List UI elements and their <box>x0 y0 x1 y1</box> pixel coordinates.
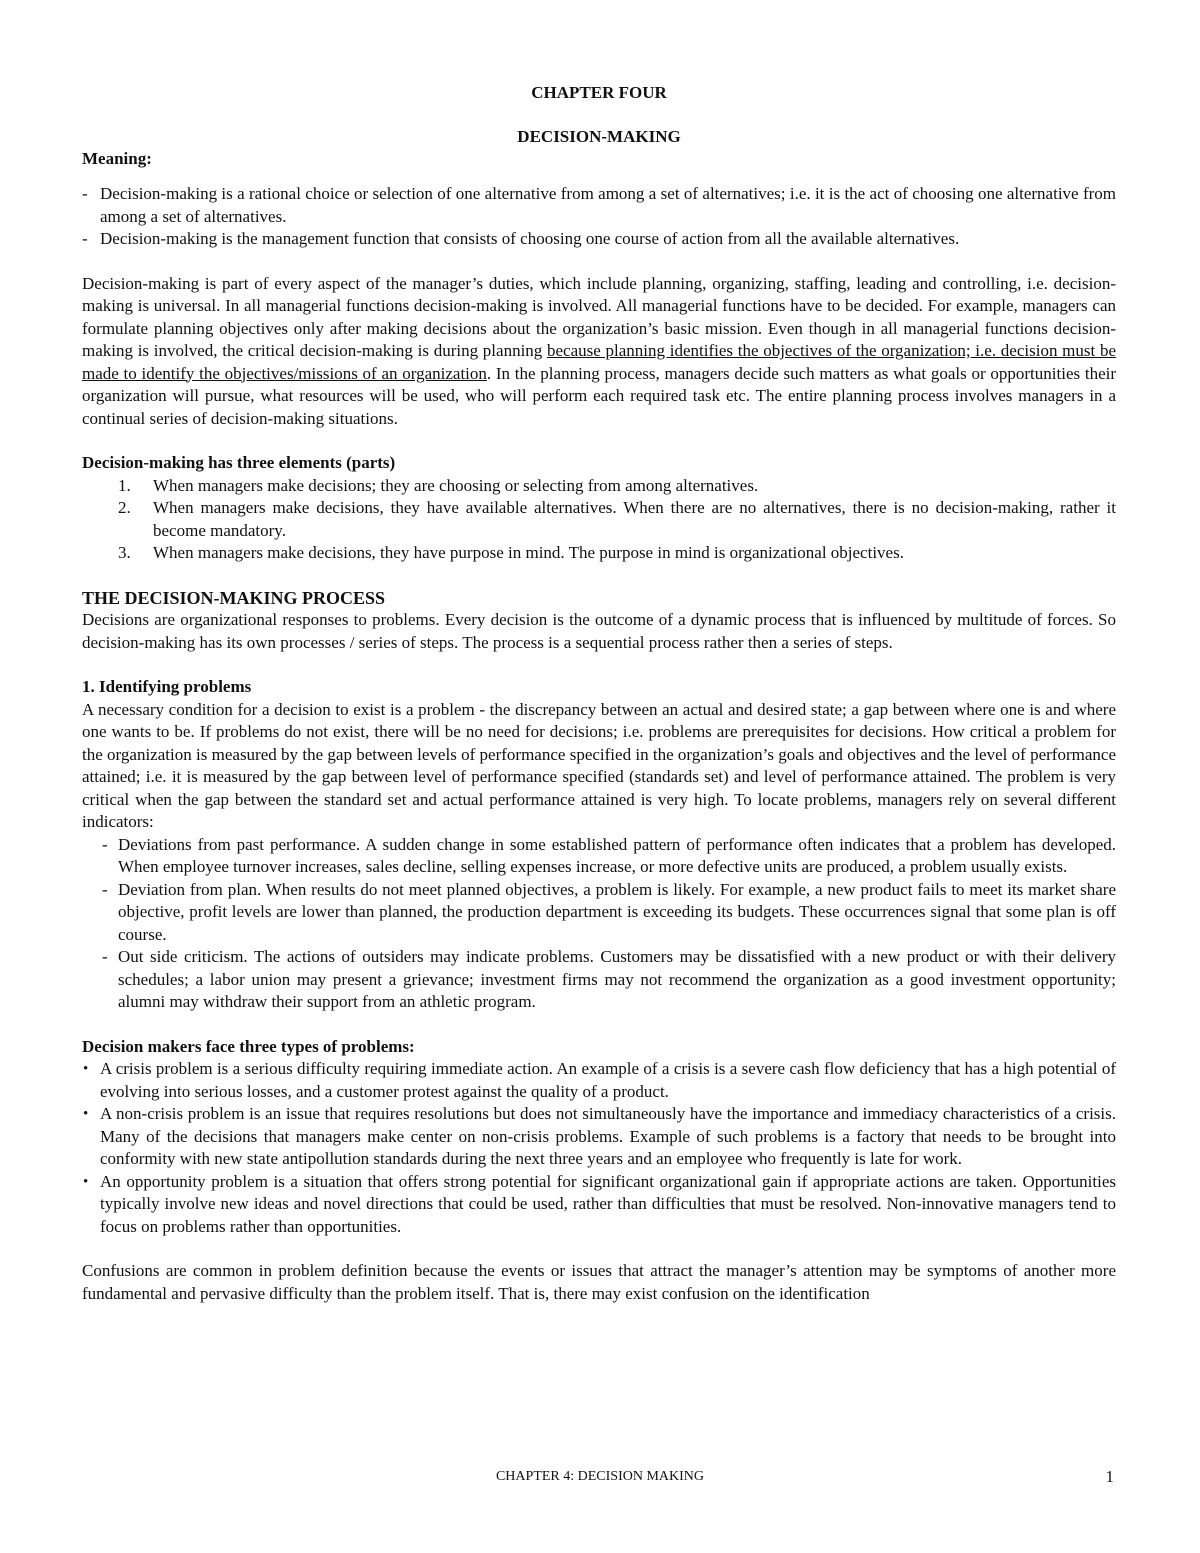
bullet-marker: • <box>83 1173 89 1190</box>
meaning-item-text: Decision-making is the management function that consists of choosing one course of action from all the available alternatives. <box>100 229 960 248</box>
intro-text-end: . In the planning process, managers decide such matters as what goals or opportunities their organization will pursue, what resources will be used, who will perform each required task etc. The entire planning process involves managers in a continual series of decision-making situations. <box>82 363 1116 428</box>
list-item <box>82 946 1116 1014</box>
dash-marker: - <box>82 184 88 203</box>
list-number: 1. <box>118 475 131 495</box>
process-heading: THE DECISION-MAKING PROCESS <box>82 587 386 608</box>
list-item <box>82 228 1116 251</box>
meaning-item-text: Decision-making is a rational choice or selection of one alternative from among a set of alternatives; i.e. it is the act of choosing one alternative from among a set of alternatives. <box>100 184 1116 226</box>
list-number: 3. <box>118 543 131 562</box>
meaning-heading: Meaning: <box>82 149 152 168</box>
list-item <box>82 1171 1116 1239</box>
element-text: When managers make decisions, they have purpose in mind. The purpose in mind is organizational objectives. <box>153 543 904 562</box>
list-item <box>82 475 1116 498</box>
element-text: When managers make decisions, they have available alternatives. When there are no alternatives, there is no decision-making, rather it become mandatory. <box>153 498 1116 540</box>
intro-text-start: Decision-making is part of every aspect of the manager’s duties, which include planning, organizing, staffing, leading and controlling, i.e. decision-making is universal. In all managerial functions decision-making is involved. All managerial functions have to be decided. For example, managers can formulate planning objectives only after making decisions about the organization’s basic mission. Even though in all managerial functions decision-making is involved, the critical decision-making is during planning <box>82 273 1116 360</box>
list-item <box>82 834 1116 879</box>
problem-type-text: A non-crisis problem is an issue that requires resolutions but does not simultaneously have the importance and immediacy characteristics of a crisis. Many of the decisions that managers make center on non-crisis problems. Example of such problems is a factory that needs to be brought into conformity with new state antipollution standards during the next three years and an employee who frequently is late for work. <box>100 1104 1116 1168</box>
list-item <box>82 497 1116 542</box>
problem-type-text: An opportunity problem is a situation that offers strong potential for significant organizational gain if appropriate actions are taken. Opportunities typically involve new ideas and novel directions that could be used, rather than difficulties that must be resolved. Non-innovative managers tend to focus on problems rather than opportunities. <box>100 1171 1116 1236</box>
footer-label: CHAPTER 4: DECISION MAKING <box>495 1469 705 1484</box>
dash-marker: - <box>102 947 108 966</box>
identifying-problems-heading: 1. Identifying problems <box>82 677 252 696</box>
problem-types-list <box>82 1058 1116 1238</box>
identifying-paragraph: A necessary condition for a decision to exist is a problem - the discrepancy between an actual and desired state; a gap between where one is and where one wants to be. If problems do not exist, there will be no need for decisions; i.e. problems are prerequisites for decisions. How critical a problem for the organization is measured by the gap between levels of performance specified in the organization’s goals and objectives and the level of performance attained; i.e. it is measured by the gap between level of performance specified (standards set) and level of performance attained. The problem is very critical when the gap between the standard set and actual performance attained is very high. To locate problems, managers rely on several different indicators: <box>82 699 1116 831</box>
bullet-marker: • <box>83 1061 89 1077</box>
closing-paragraph: Confusions are common in problem definition because the events or issues that attract the manager’s attention may be symptoms of another more fundamental and pervasive difficulty than the problem itself. That is, there may exist confusion on the identification <box>82 1261 1116 1303</box>
indicator-text: Deviations from past performance. A sudden change in some established pattern of performance often indicates that a problem has developed. When employee turnover increases, sales decline, selling expenses increase, or more defective units are produced, a problem usually exists. <box>118 834 1116 876</box>
problem-type-text: A crisis problem is a serious difficulty requiring immediate action. An example of a crisis is a severe cash flow deficiency that has a high potential of evolving into serious losses, and a customer protest against the quality of a product. <box>100 1059 1116 1101</box>
elements-list <box>82 475 1116 565</box>
problem-types-heading: Decision makers face three types of problems: <box>82 1036 415 1056</box>
meaning-list <box>82 183 1116 251</box>
list-item <box>82 542 1116 565</box>
list-number: 2. <box>118 498 131 517</box>
dash-marker: - <box>102 879 108 899</box>
list-item <box>82 1058 1116 1103</box>
element-text: When managers make decisions; they are choosing or selecting from among alternatives. <box>153 475 759 495</box>
intro-underlined-text: because planning identifies the objectives of the organization; i.e. decision must be made to identify the objectives/missions of an organization <box>82 341 1116 383</box>
chapter-title: CHAPTER FOUR <box>531 83 667 102</box>
document-page <box>82 82 1116 1305</box>
process-paragraph: Decisions are organizational responses to problems. Every decision is the outcome of a dynamic process that is influenced by multitude of forces. So decision-making has its own processes / series of steps. The process is a sequential process rather then a series of steps. <box>82 610 1116 652</box>
page-footer <box>0 1466 1200 1490</box>
page-number: 1 <box>1105 1467 1114 1486</box>
intro-paragraph <box>82 273 1116 431</box>
list-item <box>82 1103 1116 1171</box>
list-item <box>82 183 1116 228</box>
document-title: DECISION-MAKING <box>517 127 681 146</box>
dash-marker: - <box>102 834 108 854</box>
list-item <box>82 879 1116 947</box>
indicator-text: Deviation from plan. When results do not meet planned objectives, a problem is likely. For example, a new product fails to meet its market share objective, profit levels are lower than planned, the production department is exceeding its budgets. These occurrences signal that some plan is off course. <box>118 879 1116 944</box>
indicator-text: Out side criticism. The actions of outsiders may indicate problems. Customers may be dissatisfied with a new product or with their delivery schedules; a labor union may present a grievance; investment firms may not recommend the organization as a good investment opportunity; alumni may withdraw their support from an athletic program. <box>118 947 1116 1011</box>
bullet-marker: • <box>83 1106 89 1122</box>
dash-marker: - <box>82 229 88 248</box>
indicator-list <box>82 834 1116 1014</box>
elements-heading: Decision-making has three elements (parts) <box>82 453 396 472</box>
